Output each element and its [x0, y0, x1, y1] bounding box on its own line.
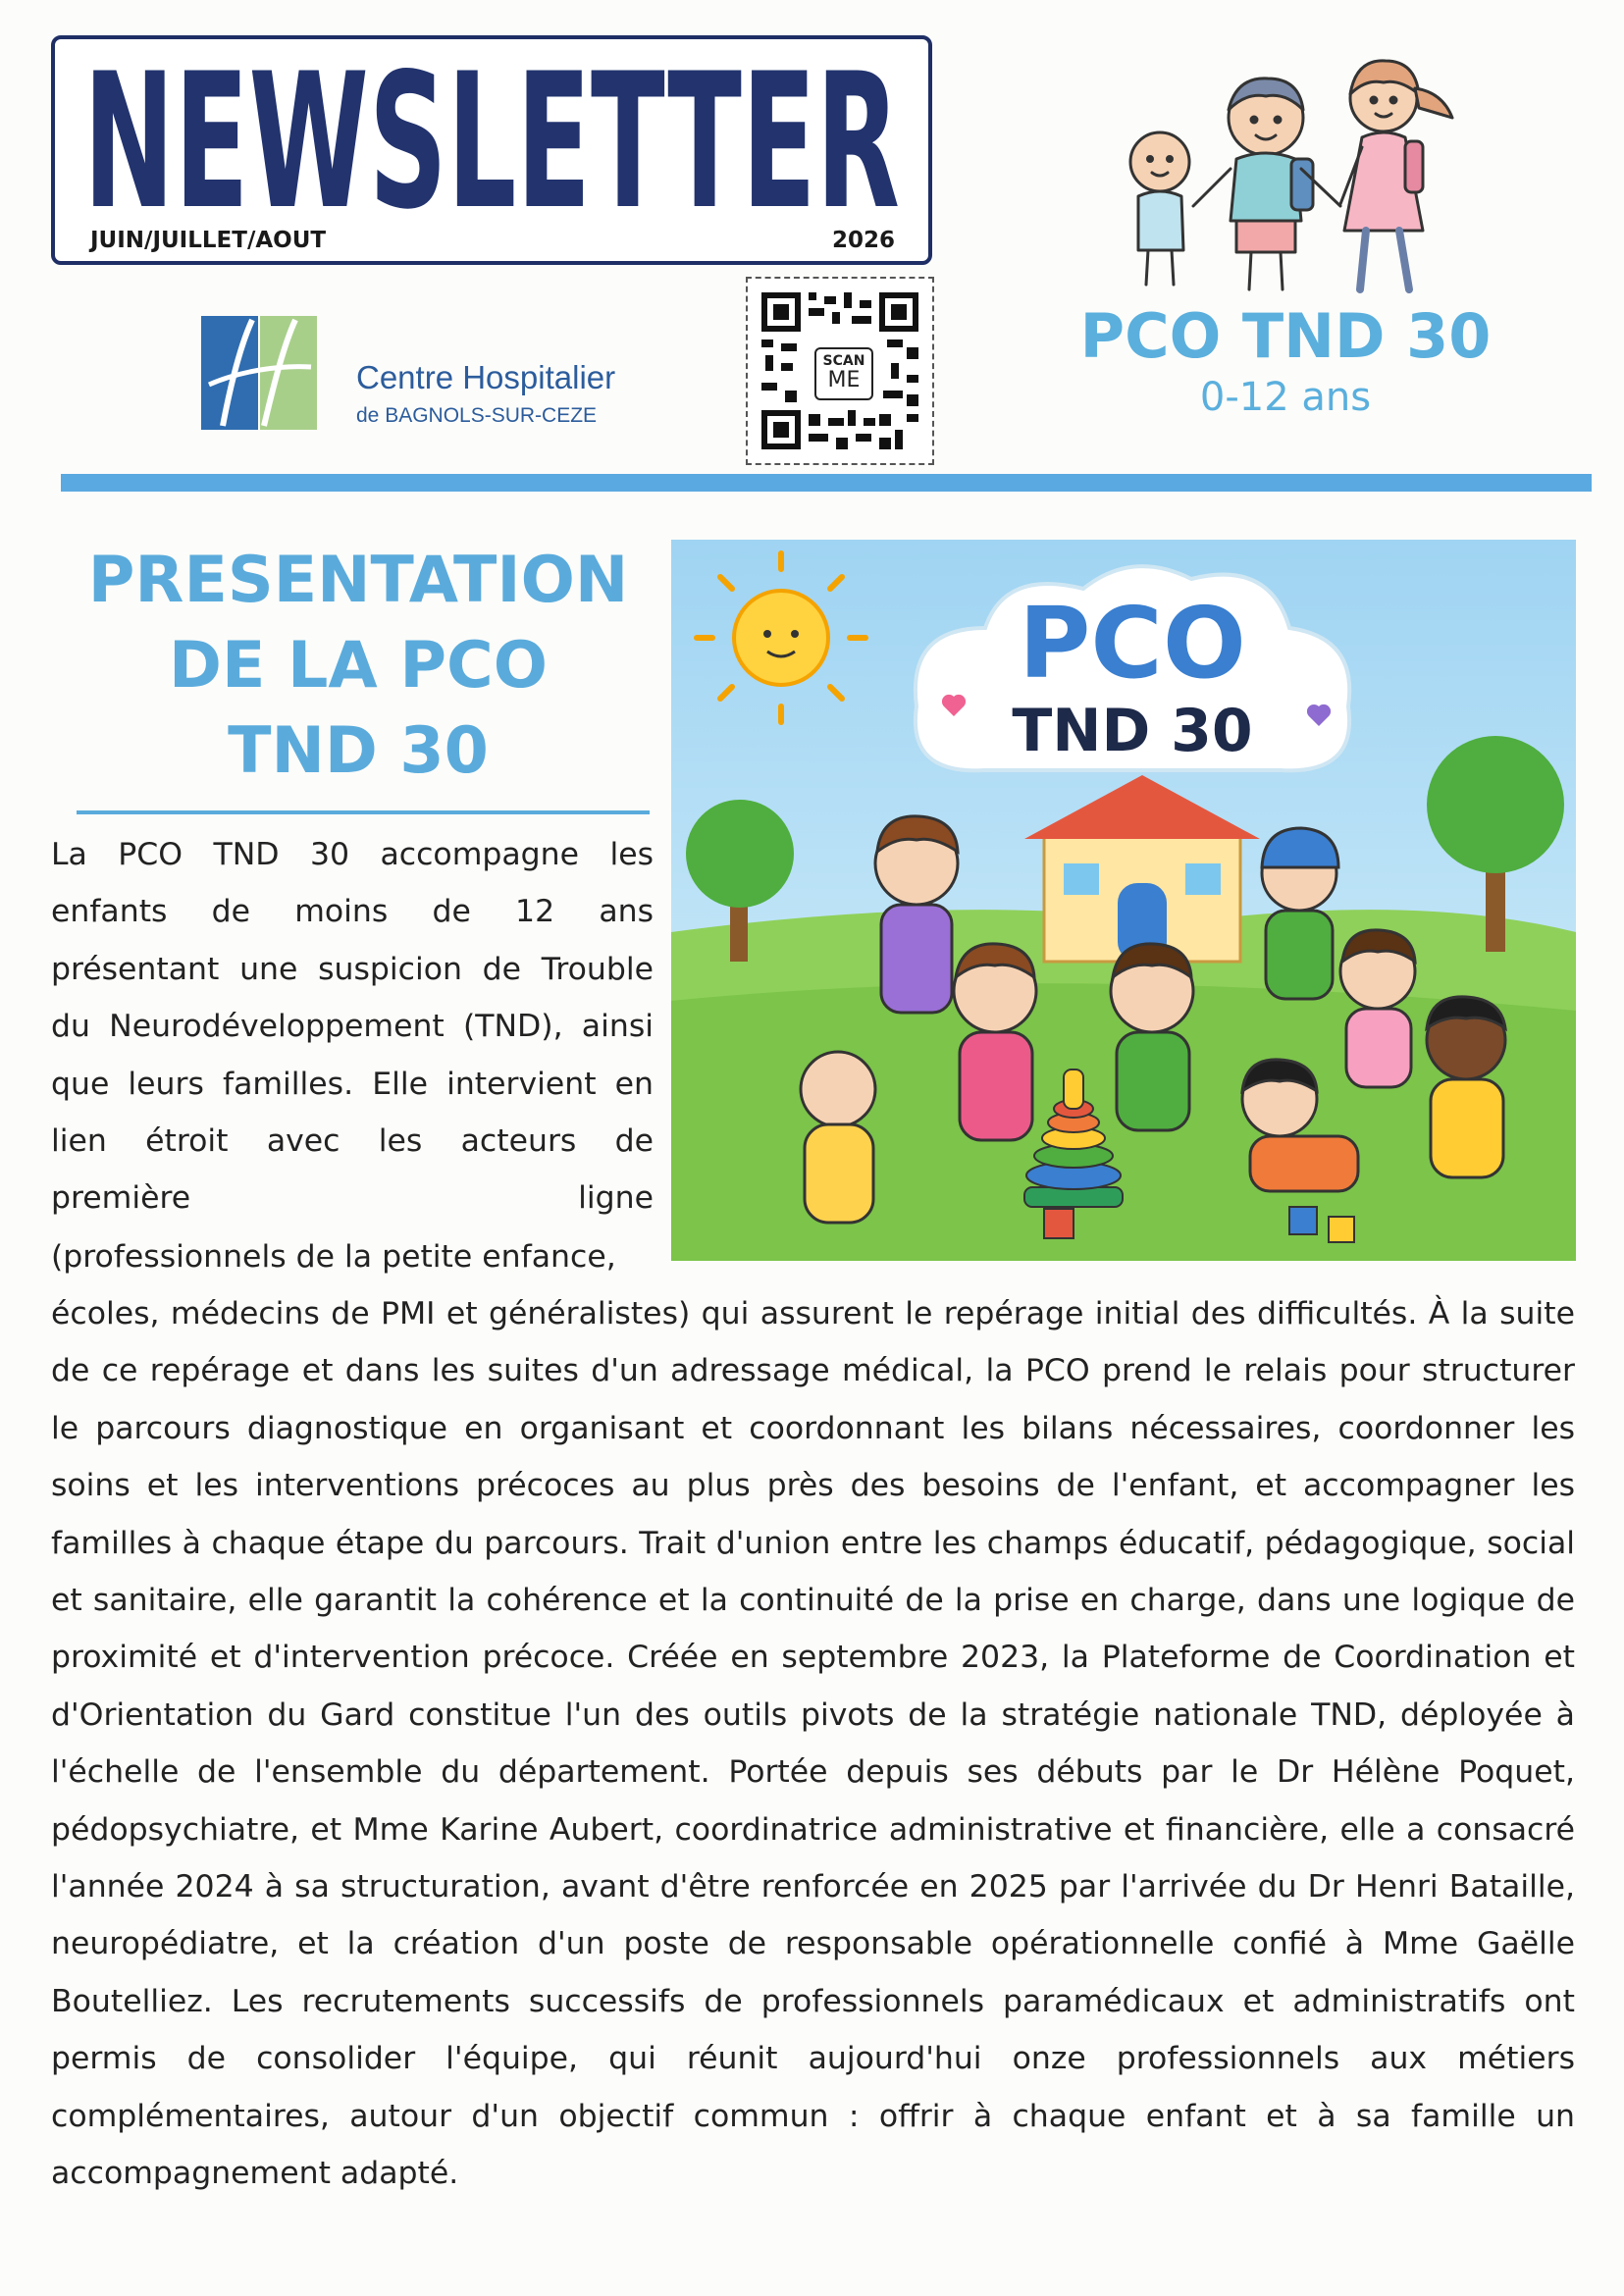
newsletter-period: JUIN/JUILLET/AOUT [90, 228, 327, 253]
section-title-line: DE LA PCO [169, 629, 548, 703]
section-title-line: TND 30 [228, 714, 489, 788]
pco-badge-age: 0-12 ans [1199, 375, 1372, 420]
body-paragraph: écoles, médecins de PMI et généralistes) qui assurent le repérage initial des difficultés. À la suite de ce repérage et dans les suites d'un adressage médical, la PCO prend le relais pour structurer le parcours diagnostique en organisant et coordonnant les bilans nécessaires, coordonner les soins et les interventions précoces au plus près des besoins de l'enfant, et accompagner les familles à chaque étape du parcours. Trait d'union entre les champs éducatif, pédagogique, social et sanitaire, elle garantit la cohérence et la continuité de la prise en charge, dans une logique de proximité et d'intervention précoce. Créée en septembre 2023, la Plateforme de Coordination et d'Orientation du Gard constitue l'un des outils pivots de la stratégie nationale TND, déployée à l'échelle de l'ensemble du département. Portée depuis ses débuts par le Dr Hélène Poquet, pédopsychiatre, et Mme Karine Aubert, coordinatrice administrative et financière, elle a consacré l'année 2024 à sa structuration, avant d'être renforcée en 2025 par l'arrivée du Dr Henri Bataille, neuropédiatre, et la création d'un poste de responsable opérationnelle confié à Mme Gaëlle Boutelliez. Les recrutements successifs de professionnels paramédicaux et administratifs ont permis de consolider l'équipe, qui réunit aujourd'hui onze professionnels aux métiers complémentaires, autour d'un objectif commun : offrir à chaque enfant et à sa famille un accompagnement adapté. [51, 1296, 1575, 2192]
pco-badge-label: PCO TND 30 [1079, 300, 1492, 372]
section-title-underline [77, 810, 650, 814]
hospital-location: de BAGNOLS-SUR-CEZE [356, 404, 598, 427]
hospital-logo-mark-icon [201, 316, 317, 430]
newsletter-title: NEWSLETTER [83, 39, 901, 226]
qr-scan-me-label: SCAN ME [814, 347, 873, 400]
section-title-line: PRESENTATION [87, 544, 629, 617]
intro-paragraph-last-line: (professionnels de la petite enfance, [51, 1239, 616, 1275]
header-divider [61, 474, 1592, 492]
newsletter-title-svg [55, 39, 928, 226]
newsletter-masthead [51, 35, 932, 265]
newsletter-year: 2026 [831, 228, 895, 253]
hospital-logo [201, 316, 648, 430]
qr-code[interactable] [746, 277, 934, 465]
children-playing-illustration-icon [671, 540, 1576, 1261]
section-title [59, 538, 657, 794]
illustration-title-pco: PCO [1019, 586, 1246, 701]
hospital-name: Centre Hospitalier [356, 359, 616, 395]
intro-paragraph: La PCO TND 30 accompagne les enfants de moins de 12 ans présentant une suspicion de Trouble du Neurodéveloppement (TND), ainsi que leurs familles. Elle intervient en lien étroit avec les acteurs de première ligne [51, 837, 654, 1217]
children-family-illustration-icon [1099, 49, 1492, 299]
illustration-title-tnd: TND 30 [1012, 697, 1253, 765]
